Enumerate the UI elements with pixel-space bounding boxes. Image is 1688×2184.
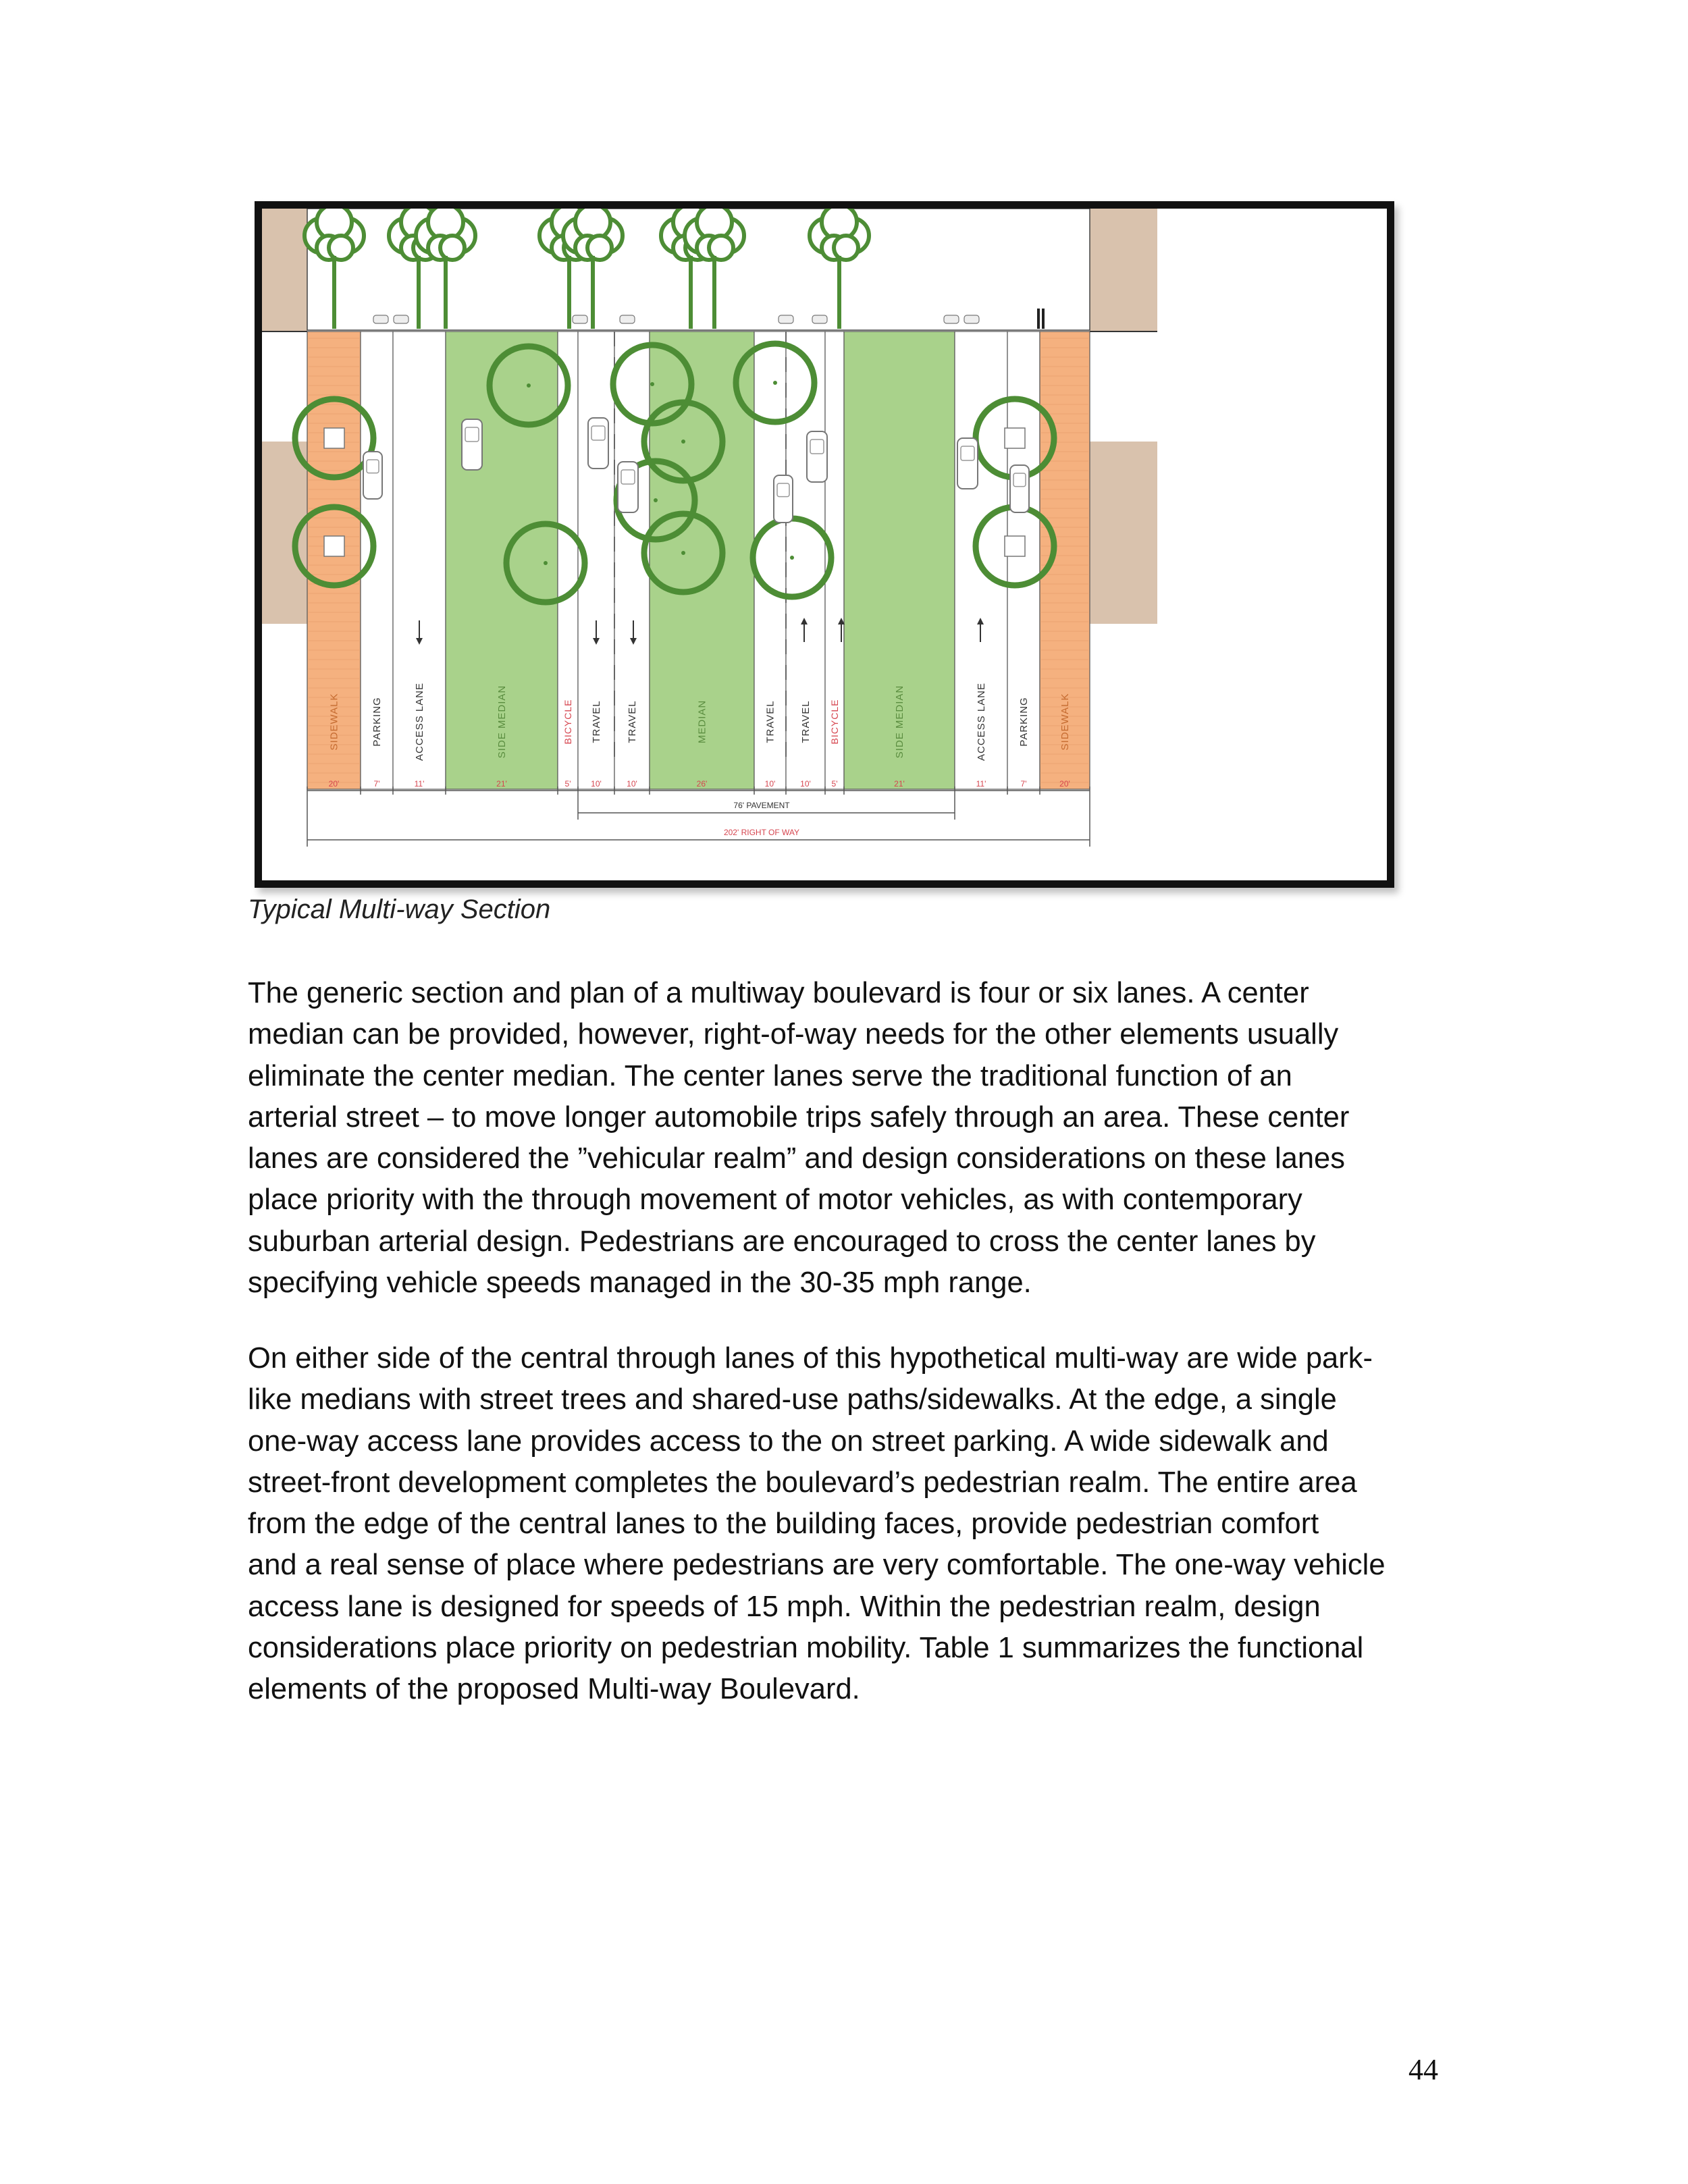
lane-width-label: 10'	[800, 779, 811, 789]
lane-label: TRAVEL	[800, 700, 812, 743]
tree-grate	[324, 536, 344, 556]
paragraph-1	[248, 973, 1450, 1304]
lane-label: BICYCLE	[562, 699, 573, 745]
lane-label: PARKING	[1018, 697, 1030, 747]
car	[363, 452, 382, 499]
pedestrian	[1042, 309, 1045, 329]
row-label: 202' RIGHT OF WAY	[723, 828, 800, 837]
paragraph-line: lanes are considered the ”vehicular realm” and design considerations on these lanes	[248, 1142, 1345, 1175]
car-elevation	[964, 315, 979, 323]
car-elevation	[620, 315, 635, 323]
lane-width-label: 20'	[328, 779, 340, 789]
lane-label: TRAVEL	[764, 700, 776, 743]
paragraph-line: arterial street – to move longer automobile trips safely through an area. These center	[248, 1100, 1350, 1134]
lane-label: SIDEWALK	[328, 693, 340, 751]
tree-grate	[324, 428, 344, 448]
tree-trunk-dot	[650, 382, 654, 386]
lane-width-label: 26'	[696, 779, 708, 789]
tree-trunk-dot	[544, 561, 548, 565]
pavement-label: 76' PAVEMENT	[733, 801, 790, 810]
lane-label: SIDEWALK	[1059, 693, 1071, 751]
tree-trunk-dot	[681, 440, 685, 444]
lane-label: ACCESS LANE	[976, 682, 987, 762]
car-elevation	[394, 315, 408, 323]
paragraph-line: eliminate the center median. The center lanes serve the traditional function of an	[248, 1059, 1292, 1092]
tree-trunk-dot	[773, 381, 777, 385]
tree-trunk-dot	[527, 383, 531, 388]
pedestrian	[1037, 309, 1040, 329]
paragraph-2	[248, 1338, 1450, 1711]
paragraph-line: specifying vehicle speeds managed in the 30-35 mph range.	[248, 1267, 1032, 1300]
paragraph-line: from the edge of the central lanes to the building faces, provide pedestrian comfort	[248, 1508, 1319, 1541]
tree-trunk-dot	[654, 498, 658, 502]
lane-width-label: 7'	[1020, 779, 1027, 789]
building-block	[1090, 442, 1157, 624]
lane-label: MEDIAN	[696, 699, 708, 744]
paragraph-line: On either side of the central through lanes of this hypothetical multi-way are wide park-	[248, 1342, 1373, 1375]
tree-grate	[1005, 428, 1025, 448]
paragraph-line: access lane is designed for speeds of 15 mph. Within the pedestrian realm, design	[248, 1590, 1321, 1623]
tree-trunk-dot	[681, 551, 685, 555]
car-elevation	[779, 315, 793, 323]
paragraph-line: considerations place priority on pedestrian mobility. Table 1 summarizes the functional	[248, 1632, 1364, 1665]
lane-width-label: 5'	[831, 779, 838, 789]
lane-width-label: 21'	[894, 779, 905, 789]
lane-label: PARKING	[371, 697, 383, 747]
paragraph-line: place priority with the through movement of motor vehicles, as with contemporary	[248, 1183, 1302, 1217]
car-elevation	[944, 315, 959, 323]
lane-width-label: 5'	[564, 779, 571, 789]
car-elevation	[573, 315, 587, 323]
section-plan-drawing	[262, 209, 1387, 880]
car	[774, 475, 793, 523]
lane-label: TRAVEL	[627, 700, 638, 743]
lane-width-label: 7'	[373, 779, 380, 789]
multiway-section-figure	[255, 201, 1394, 888]
lane-width-label: 11'	[414, 779, 425, 789]
paragraph-line: suburban arterial design. Pedestrians are encouraged to cross the center lanes by	[248, 1225, 1316, 1258]
paragraph-line: The generic section and plan of a multiway boulevard is four or six lanes. A center	[248, 977, 1309, 1009]
car-elevation	[373, 315, 388, 323]
lane-width-label: 10'	[627, 779, 637, 789]
lane-label: BICYCLE	[829, 699, 840, 745]
lane-label: ACCESS LANE	[414, 682, 425, 762]
car-elevation	[812, 315, 827, 323]
lane-label: SIDE MEDIAN	[496, 685, 508, 759]
lane-width-label: 20'	[1059, 779, 1070, 789]
building-block	[262, 209, 307, 331]
figure-caption: Typical Multi-way Section	[248, 895, 551, 924]
tree-trunk-dot	[790, 556, 794, 560]
page-number: 44	[1408, 2053, 1438, 2086]
building-block	[1090, 209, 1157, 331]
paragraph-line: elements of the proposed Multi-way Boulevard.	[248, 1673, 860, 1706]
paragraph-line: like medians with street trees and shared-use paths/sidewalks. At the edge, a single	[248, 1383, 1337, 1416]
lane-width-label: 10'	[764, 779, 776, 789]
lane-width-label: 21'	[496, 779, 507, 789]
tree-grate	[1005, 536, 1025, 556]
paragraph-line: one-way access lane provides access to the on street parking. A wide sidewalk and	[248, 1424, 1329, 1458]
paragraph-line: median can be provided, however, right-of-way needs for the other elements usually	[248, 1018, 1339, 1051]
paragraph-line: street-front development completes the boulevard’s pedestrian realm. The entire area	[248, 1466, 1357, 1499]
lane-width-label: 11'	[976, 779, 986, 789]
lane-width-label: 10'	[591, 779, 602, 789]
paragraph-line: and a real sense of place where pedestrians are very comfortable. The one-way vehicle	[248, 1549, 1386, 1582]
lane-label: TRAVEL	[591, 700, 602, 743]
lane-label: SIDE MEDIAN	[894, 685, 905, 759]
car	[1010, 465, 1029, 512]
